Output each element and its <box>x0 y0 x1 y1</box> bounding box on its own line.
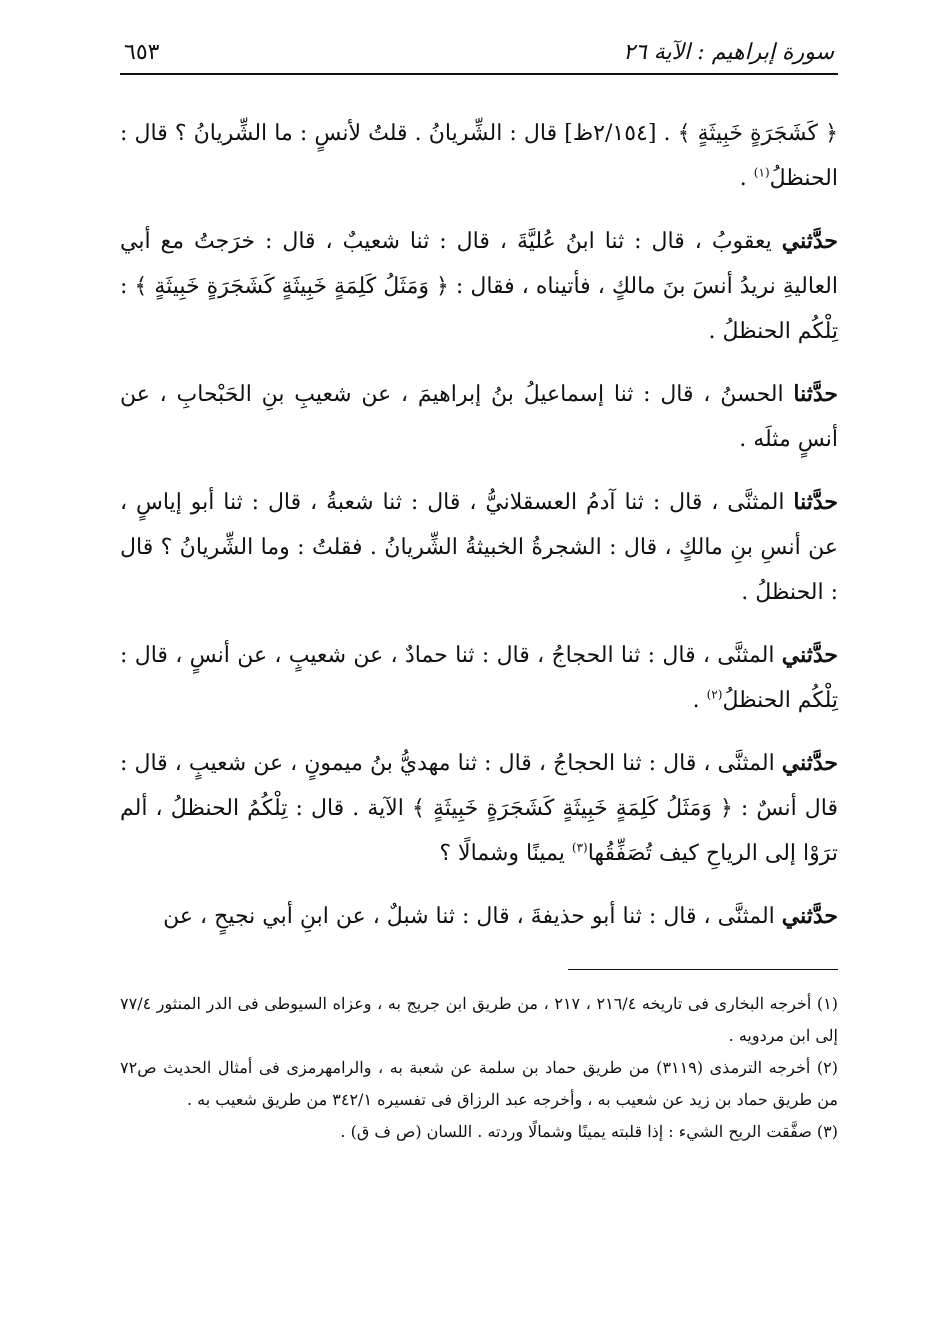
footnote: (٣) صفَّقت الريح الشيء : إذا قلبته يمينًا وشمالًا وردته . اللسان (ص ف ق) . <box>340 1122 838 1141</box>
paragraph: حدَّثني المثنَّى ، قال : ثنا الحجاجُ ، قال : ثنا مهديُّ بنُ ميمونٍ ، عن شعيبٍ ، قال : قال أنسٌ : ﴿ وَمَثَلُ كَلِمَةٍ خَبِيثَةٍ كَشَجَرَةٍ خَبِيثَةٍ ﴾ الآية . قال : تِلْكُمُ الحنظلُ ، ألم ترَوْا إلى الرياحِ كيف تُصَفِّقُها$^{(٣)}$ يمينًا وشمالًا ؟ <box>120 750 838 866</box>
paragraph: حدَّثنا الحسنُ ، قال : ثنا إسماعيلُ بنُ إبراهيمَ ، عن شعيبِ بنِ الحَبْحابِ ، عن أنسٍ مثلَه . <box>120 381 838 452</box>
paragraph: ﴿ كَشَجَرَةٍ خَبِيثَةٍ ﴾ . [٢/١٥٤ظ] قال : الشِّريانُ . قلتُ لأنسٍ : ما الشِّريانُ ؟ قال : الحنظلُ$^{(١)}$ . <box>120 121 838 191</box>
running-header <box>120 40 838 75</box>
main-text <box>120 111 838 939</box>
footnote-ref: (١) <box>753 165 770 180</box>
paragraph: حدَّثنا المثنَّى ، قال : ثنا آدمُ العسقلانيُّ ، قال : ثنا شعبةُ ، قال : ثنا أبو إياسٍ ، عن أنسِ بنِ مالكٍ ، قال : الشجرةُ الخبيثةُ الشِّريانُ . فقلتُ : وما الشِّريانُ ؟ قال : الحنظلُ . <box>120 489 838 605</box>
footnote-separator <box>568 969 838 970</box>
paragraph: حدَّثني يعقوبُ ، قال : ثنا ابنُ عُليَّةَ ، قال : ثنا شعيبٌ ، قال : خرَجتُ مع أبي العاليةِ نريدُ أنسَ بنَ مالكٍ ، فأتيناه ، فقال : ﴿ وَمَثَلُ كَلِمَةٍ خَبِيثَةٍ كَشَجَرَةٍ خَبِيثَةٍ ﴾ : تِلْكُم الحنظلُ . <box>120 228 838 344</box>
surah-title: سورة إبراهيم : الآية ٢٦ <box>623 40 834 65</box>
paragraph: حدَّثني المثنَّى ، قال : ثنا أبو حذيفةَ ، قال : ثنا شبلٌ ، عن ابنِ أبي نجيحٍ ، عن <box>163 903 838 929</box>
page-number: ٦٥٣ <box>124 40 160 65</box>
paragraph: حدَّثني المثنَّى ، قال : ثنا الحجاجُ ، قال : ثنا حمادٌ ، عن شعيبٍ ، عن أنسٍ ، قال : تِلْكُم الحنظلُ$^{(٢)}$ . <box>120 642 838 713</box>
footnote-ref: (٣) <box>571 840 588 855</box>
page <box>120 40 838 1148</box>
footnote: (١) أخرجه البخارى فى تاريخه ٢١٦/٤ ، ٢١٧ ، من طريق ابن جريج به ، وعزاه السيوطى فى الدر المنثور ٧٧/٤ إلى ابن مردويه . <box>120 994 838 1045</box>
footnote: (٢) أخرجه الترمذى (٣١١٩) من طريق حماد بن سلمة عن شعبة به ، والرامهرمزى فى أمثال الحديث ص٧٢ من طريق حماد بن زيد عن شعيب به ، وأخرجه عبد الرزاق فى تفسيره ٣٤٢/١ من طريق شعيب به . <box>120 1058 839 1109</box>
footnotes <box>120 988 838 1148</box>
footnote-ref: (٢) <box>706 687 723 702</box>
